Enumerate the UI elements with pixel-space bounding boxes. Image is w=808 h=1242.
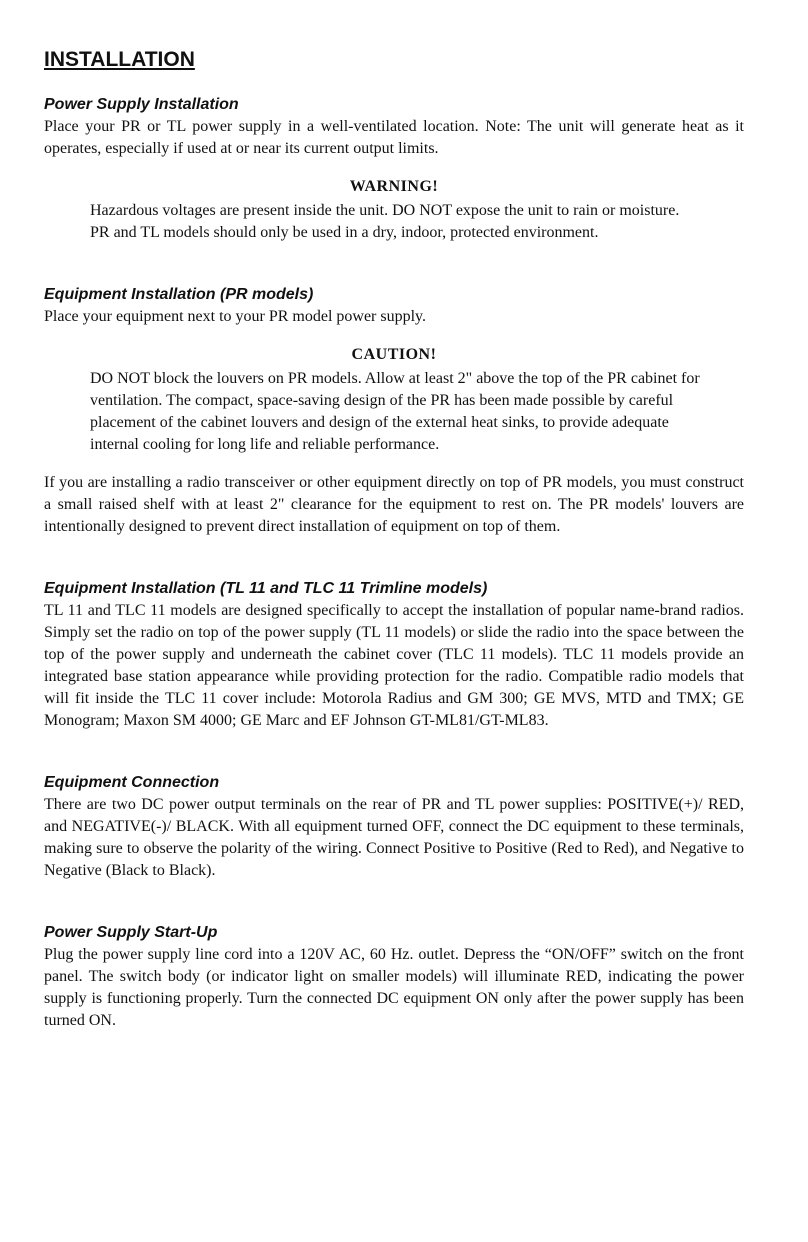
section-heading: Equipment Installation (PR models) [44,286,314,303]
section-heading: Equipment Connection [44,774,220,791]
section-power-supply-installation [44,94,744,244]
section-equipment-connection [44,772,744,882]
warning-body: Hazardous voltages are present inside the unit. DO NOT expose the unit to rain or moisture. PR and TL models should only be used in a dry, indoor, protected environment. [90,202,680,241]
warning-title: WARNING! [349,178,439,195]
section-equipment-installation-tl [44,578,744,732]
caution-body: DO NOT block the louvers on PR models. Allow at least 2" above the top of the PR cabinet for ventilation. The compact, space-saving design of the PR has been made possible by careful placement of the cabinet louvers and design of the external heat sinks, to provide adequate internal cooling for long life and reliable performance. [90,370,700,453]
page-title: INSTALLATION [44,48,195,71]
paragraph: Plug the power supply line cord into a 120V AC, 60 Hz. outlet. Depress the “ON/OFF” switch on the front panel. The switch body (or indicator light on smaller models) will illuminate RED, indicating the power supply is functioning properly. Turn the connected DC equipment ON only after the power supply has been turned ON. [44,946,744,1029]
section-heading: Power Supply Installation [44,96,239,113]
paragraph: TL 11 and TLC 11 models are designed specifically to accept the installation of popular name-brand radios. Simply set the radio on top of the power supply (TL 11 models) or slide the radio into the space between the top of the power supply and underneath the cabinet cover (TLC 11 models). TLC 11 models provide an integrated base station appearance while providing protection for the radio. Compatible radio models that will fit inside the TLC 11 cover include: Motorola Radius and GM 300; GE MVS, MTD and TMX; GE Monogram; Maxon SM 4000; GE Marc and EF Johnson GT-ML81/GT-ML83. [44,602,744,729]
paragraph: There are two DC power output terminals on the rear of PR and TL power supplies: POSITIVE(+)/ RED, and NEGATIVE(-)/ BLACK. With all equipment turned OFF, connect the DC equipment to these terminals, making sure to observe the polarity of the wiring. Connect Positive to Positive (Red to Red), and Negative to Negative (Black to Black). [44,796,744,879]
section-power-supply-startup [44,922,744,1032]
paragraph: Place your PR or TL power supply in a well-ventilated location. Note: The unit will generate heat as it operates, especially if used at or near its current output limits. [44,118,744,157]
document-page [44,48,744,1032]
section-equipment-installation-pr [44,284,744,538]
caution-title: CAUTION! [351,346,437,363]
section-heading: Equipment Installation (TL 11 and TLC 11 Trimline models) [44,580,488,597]
paragraph: If you are installing a radio transceiver or other equipment directly on top of PR models, you must construct a small raised shelf with at least 2" clearance for the equipment to rest on. The PR models' louvers are intentionally designed to prevent direct installation of equipment on top of them. [44,474,744,535]
section-heading: Power Supply Start-Up [44,924,218,941]
paragraph: Place your equipment next to your PR model power supply. [44,308,427,325]
